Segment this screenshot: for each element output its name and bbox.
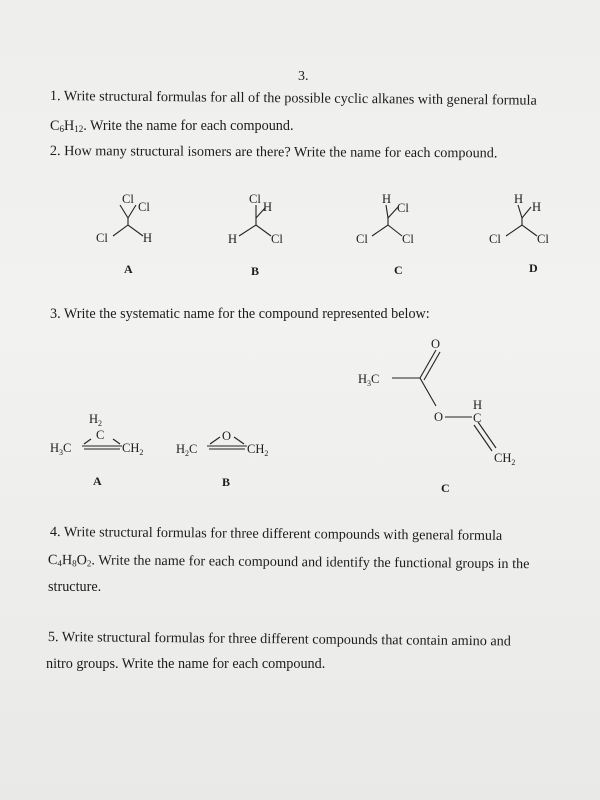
c-top-left: H — [382, 192, 392, 206]
c-bottom-right: Cl — [402, 232, 414, 246]
row1-bonds — [113, 205, 537, 236]
question-5-line-2: nitro groups. Write the name for each compound. — [46, 656, 326, 672]
bonds-d-bottom — [506, 225, 537, 236]
b2-ring-o: O — [222, 429, 232, 443]
a2-right: $CH_2$ — [122, 441, 144, 457]
formula-c4h8o2: $C_4H_8O_2$ — [47, 551, 92, 569]
c2-methyl: $H_3C$ — [358, 372, 380, 388]
question-3: 3. Write the systematic name for the compound represented below: — [50, 306, 430, 322]
bond-b2-right — [234, 437, 244, 444]
b-top-left: Cl — [249, 192, 261, 206]
formula-c6h12: $C_6H_{12}$ — [50, 118, 84, 134]
row2-bonds — [82, 350, 496, 451]
label-a-row2: A — [93, 474, 102, 488]
bonds-c-bottom — [372, 225, 402, 236]
question-4-line-2: $C_4H_8O_2$. Write the name for each compound and identify the functional groups in the — [47, 551, 530, 573]
bonds-a-top — [120, 205, 136, 218]
question-2: 2. How many structural isomers are there? Write the name for each compound. — [49, 142, 498, 162]
c-bottom-left: Cl — [356, 232, 368, 246]
page-number: 3. — [298, 69, 309, 84]
question-4-line-3: structure. — [48, 579, 102, 595]
bond-a2-right — [113, 439, 120, 444]
c2-ester-o: O — [434, 410, 444, 424]
c2-terminal: $CH_2$ — [494, 451, 516, 467]
label-b-row1: B — [251, 264, 260, 278]
question-1-line-1: 1. Write structural formulas for all of the possible cyclic alkanes with general formula — [49, 87, 537, 109]
d-top-left: H — [514, 192, 524, 206]
question-4-line-1: 4. Write structural formulas for three different compounds with general formula — [49, 523, 503, 544]
a-bottom-left: Cl — [96, 231, 108, 245]
label-d-row1: D — [529, 261, 538, 275]
bonds-a-bottom — [113, 225, 143, 236]
b-bottom-right: Cl — [271, 232, 283, 246]
a-top-left: Cl — [122, 192, 134, 206]
d-bottom-left: Cl — [489, 232, 501, 246]
b-top-right: H — [263, 200, 273, 214]
question-5-line-1: 5. Write structural formulas for three different compounds that contain amino and — [47, 628, 511, 650]
question-1-line-2: $C_6H_{12}$. Write the name for each compound. — [50, 118, 294, 134]
d-top-right: H — [532, 200, 542, 214]
label-c-row2: C — [441, 481, 450, 495]
bond-b2-left — [210, 437, 220, 444]
label-b-row2: B — [222, 475, 231, 489]
c2-vinyl-c: C — [473, 411, 482, 425]
bonds-b-bottom — [239, 225, 271, 236]
a2-mid-c: C — [96, 428, 105, 442]
c2-carbonyl-o: O — [431, 337, 441, 351]
label-a-row1: A — [124, 262, 133, 276]
a2-top-h: $H_2$ — [89, 412, 103, 428]
label-c-row1: C — [394, 263, 403, 277]
bonds-d-top — [518, 205, 531, 218]
b-bottom-left: H — [228, 232, 238, 246]
a-top-right: Cl — [138, 200, 150, 214]
b2-right: $CH_2$ — [247, 442, 269, 458]
bond-c2-ester — [420, 378, 436, 406]
d-bottom-right: Cl — [537, 232, 549, 246]
c-top-right: Cl — [397, 201, 409, 215]
bond-a2-left — [84, 439, 91, 444]
a-bottom-right: H — [143, 231, 153, 245]
b2-left: $H_2C$ — [176, 442, 198, 458]
c2-vinyl-h: H — [473, 398, 483, 412]
a2-left: $H_3C$ — [50, 441, 72, 457]
